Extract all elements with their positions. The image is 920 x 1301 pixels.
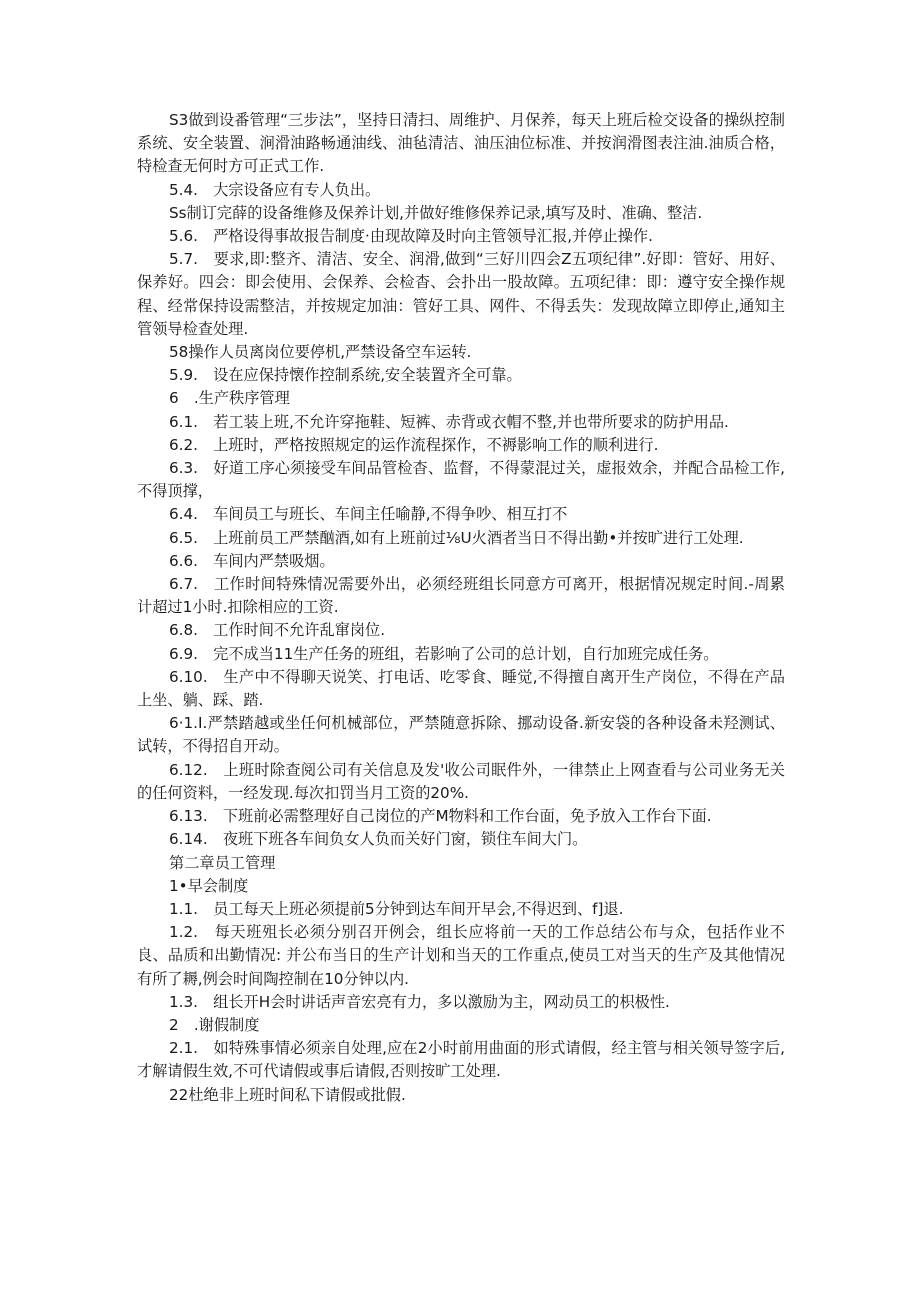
chapter-heading-2: 第二章员工管理 (169, 853, 276, 872)
paragraph-5-8: 58操作人员离岗位要停机,严禁设备空车运转. (169, 343, 472, 362)
paragraph-6-11: 6·1.I.严禁踏越或坐任何机械部位，严禁随意拆除、挪动设备.新安袋的各种设备未羟测试、试转，不得招自开动。 (137, 714, 785, 756)
paragraph-6-14: 6.14. 夜班下班各车间负女人负而关好门窗，锁住车间大门。 (169, 830, 588, 849)
section-heading-6: 6 .生产秩序管理 (169, 389, 290, 408)
section-heading-2: 2 .谢假制度 (169, 1015, 260, 1034)
paragraph-5-7: 5.7. 要求,即:整齐、清洁、安全、润滑,做到“三好川四会Z五项纪律”.好即：管好、用好、保养好。四会：即会使用、会保养、会检杳、会扑出一股故障。五项纪律：即：遵守安全操作规程、经常保持设需整洁，并按规定加油：管好工具、网件、不得丢失：发现故障立即停止,通知主管领导检查处理. (137, 250, 785, 338)
paragraph-2-1: 2.1. 如特殊事情必须亲自处理,应在2小时前用曲面的形式请假，经主管与相关领导签字后,才解请假生效,不可代请假或事后请假,否则按旷工处理. (137, 1039, 785, 1081)
paragraph-6-4: 6.4. 车间员工与班长、车间主任喻静,不得争吵、相互打不 (169, 505, 568, 524)
paragraph-5-6: 5.6. 严格设得事故报告制度·由现故障及时向主管领导汇报,并停止操作. (169, 227, 653, 246)
paragraph-6-7: 6.7. 工作时间特殊情况需要外出，必须经班组长同意方可离开，根据情况规定时间.-周累计超过1小时.扣除相应的工资. (137, 575, 785, 617)
paragraph-1-2: 1.2. 每天班殂长必须分别召开例会，组长应将前一天的工作总结公布与众，包括作业不良、品质和出勤情况: 并公布当日的生产计划和当天的工作重点,使员工对当天的生产及其他情况有所了耨,例会时间陶控制在10分钟以内. (137, 923, 785, 988)
paragraph-6-5: 6.5. 上班前员工严禁酗酒,如有上班前过⅛U火酒者当日不得出勤•并按旷进行工处理. (169, 528, 744, 547)
paragraph-6-6: 6.6. 车间内严禁吸烟。 (169, 551, 335, 570)
document-body (137, 109, 785, 1107)
paragraph-6-10: 6.10. 生产中不得聊天说笑、打电话、吃零食、睡觉,不得擅自离开生产岗位，不得在产品上坐、躺、踩、踏. (137, 667, 785, 710)
paragraph-6-8: 6.8. 工作时间不允许乱窜岗位. (169, 621, 386, 640)
paragraph-6-3: 6.3. 好道工序心须接受车间品管检杳、监督，不得蒙混过关，虚报效余，并配合品检工作,不得顶撑， (137, 459, 785, 501)
paragraph-6-2: 6.2. 上班时，严格按照规定的运作流程探作，不褥影响工作的顺利进行. (169, 435, 659, 454)
paragraph-1-1: 1.1. 员工每天上班必须提前5分钟到达车间开早会,不得迟到、f]退. (169, 899, 624, 918)
paragraph-6-9: 6.9. 完不成当11生产任务的班组，若影响了公司的总计划，自行加班完成任务。 (169, 644, 719, 663)
section-heading-1: 1•早会制度 (169, 876, 249, 895)
paragraph-5-9: 5.9. 设在应保持懐作控制系统,安全装置齐全可靠。 (169, 366, 522, 385)
paragraph-1-3: 1.3. 组长开H会时讲话声音宏亮有力，多以激励为主，网动员工的枳极性. (169, 992, 670, 1011)
paragraph-5-3: S3做到设番管理“三步法”，坚持日清扫、周维护、月保养，每天上班后检交设备的操纵控制系统、安全装置、涧滑油路畅通油线、油毡清洁、油压油位标准、并按润滑图表注油.油质合格，特检查无何时方可正式工作. (137, 111, 785, 176)
paragraph-6-12: 6.12. 上班时除查阅公司有关信息及发'收公司眠件外，一律禁止上网查看与公司业务无关的任何资料，一经发现.每次扣罚当月工资的20%. (137, 760, 785, 802)
paragraph-5-5: Ss制订完薛的设备维修及保养计划,并做好维修保养记录,填写及时、准确、整洁. (169, 203, 703, 222)
paragraph-2-2: 22杜绝非上班时间私下请假或批假. (169, 1085, 406, 1104)
paragraph-6-1: 6.1. 若工装上班,不允许穿拖鞋、短裤、赤背或衣帽不整,并也带所要求的防护用品. (169, 412, 729, 431)
paragraph-5-4: 5.4. 大宗设备应有专人负出。 (169, 180, 381, 199)
paragraph-6-13: 6.13. 下班前必需整理好自己岗位的产M物料和工作台面，免予放入工作台下面. (169, 807, 712, 826)
